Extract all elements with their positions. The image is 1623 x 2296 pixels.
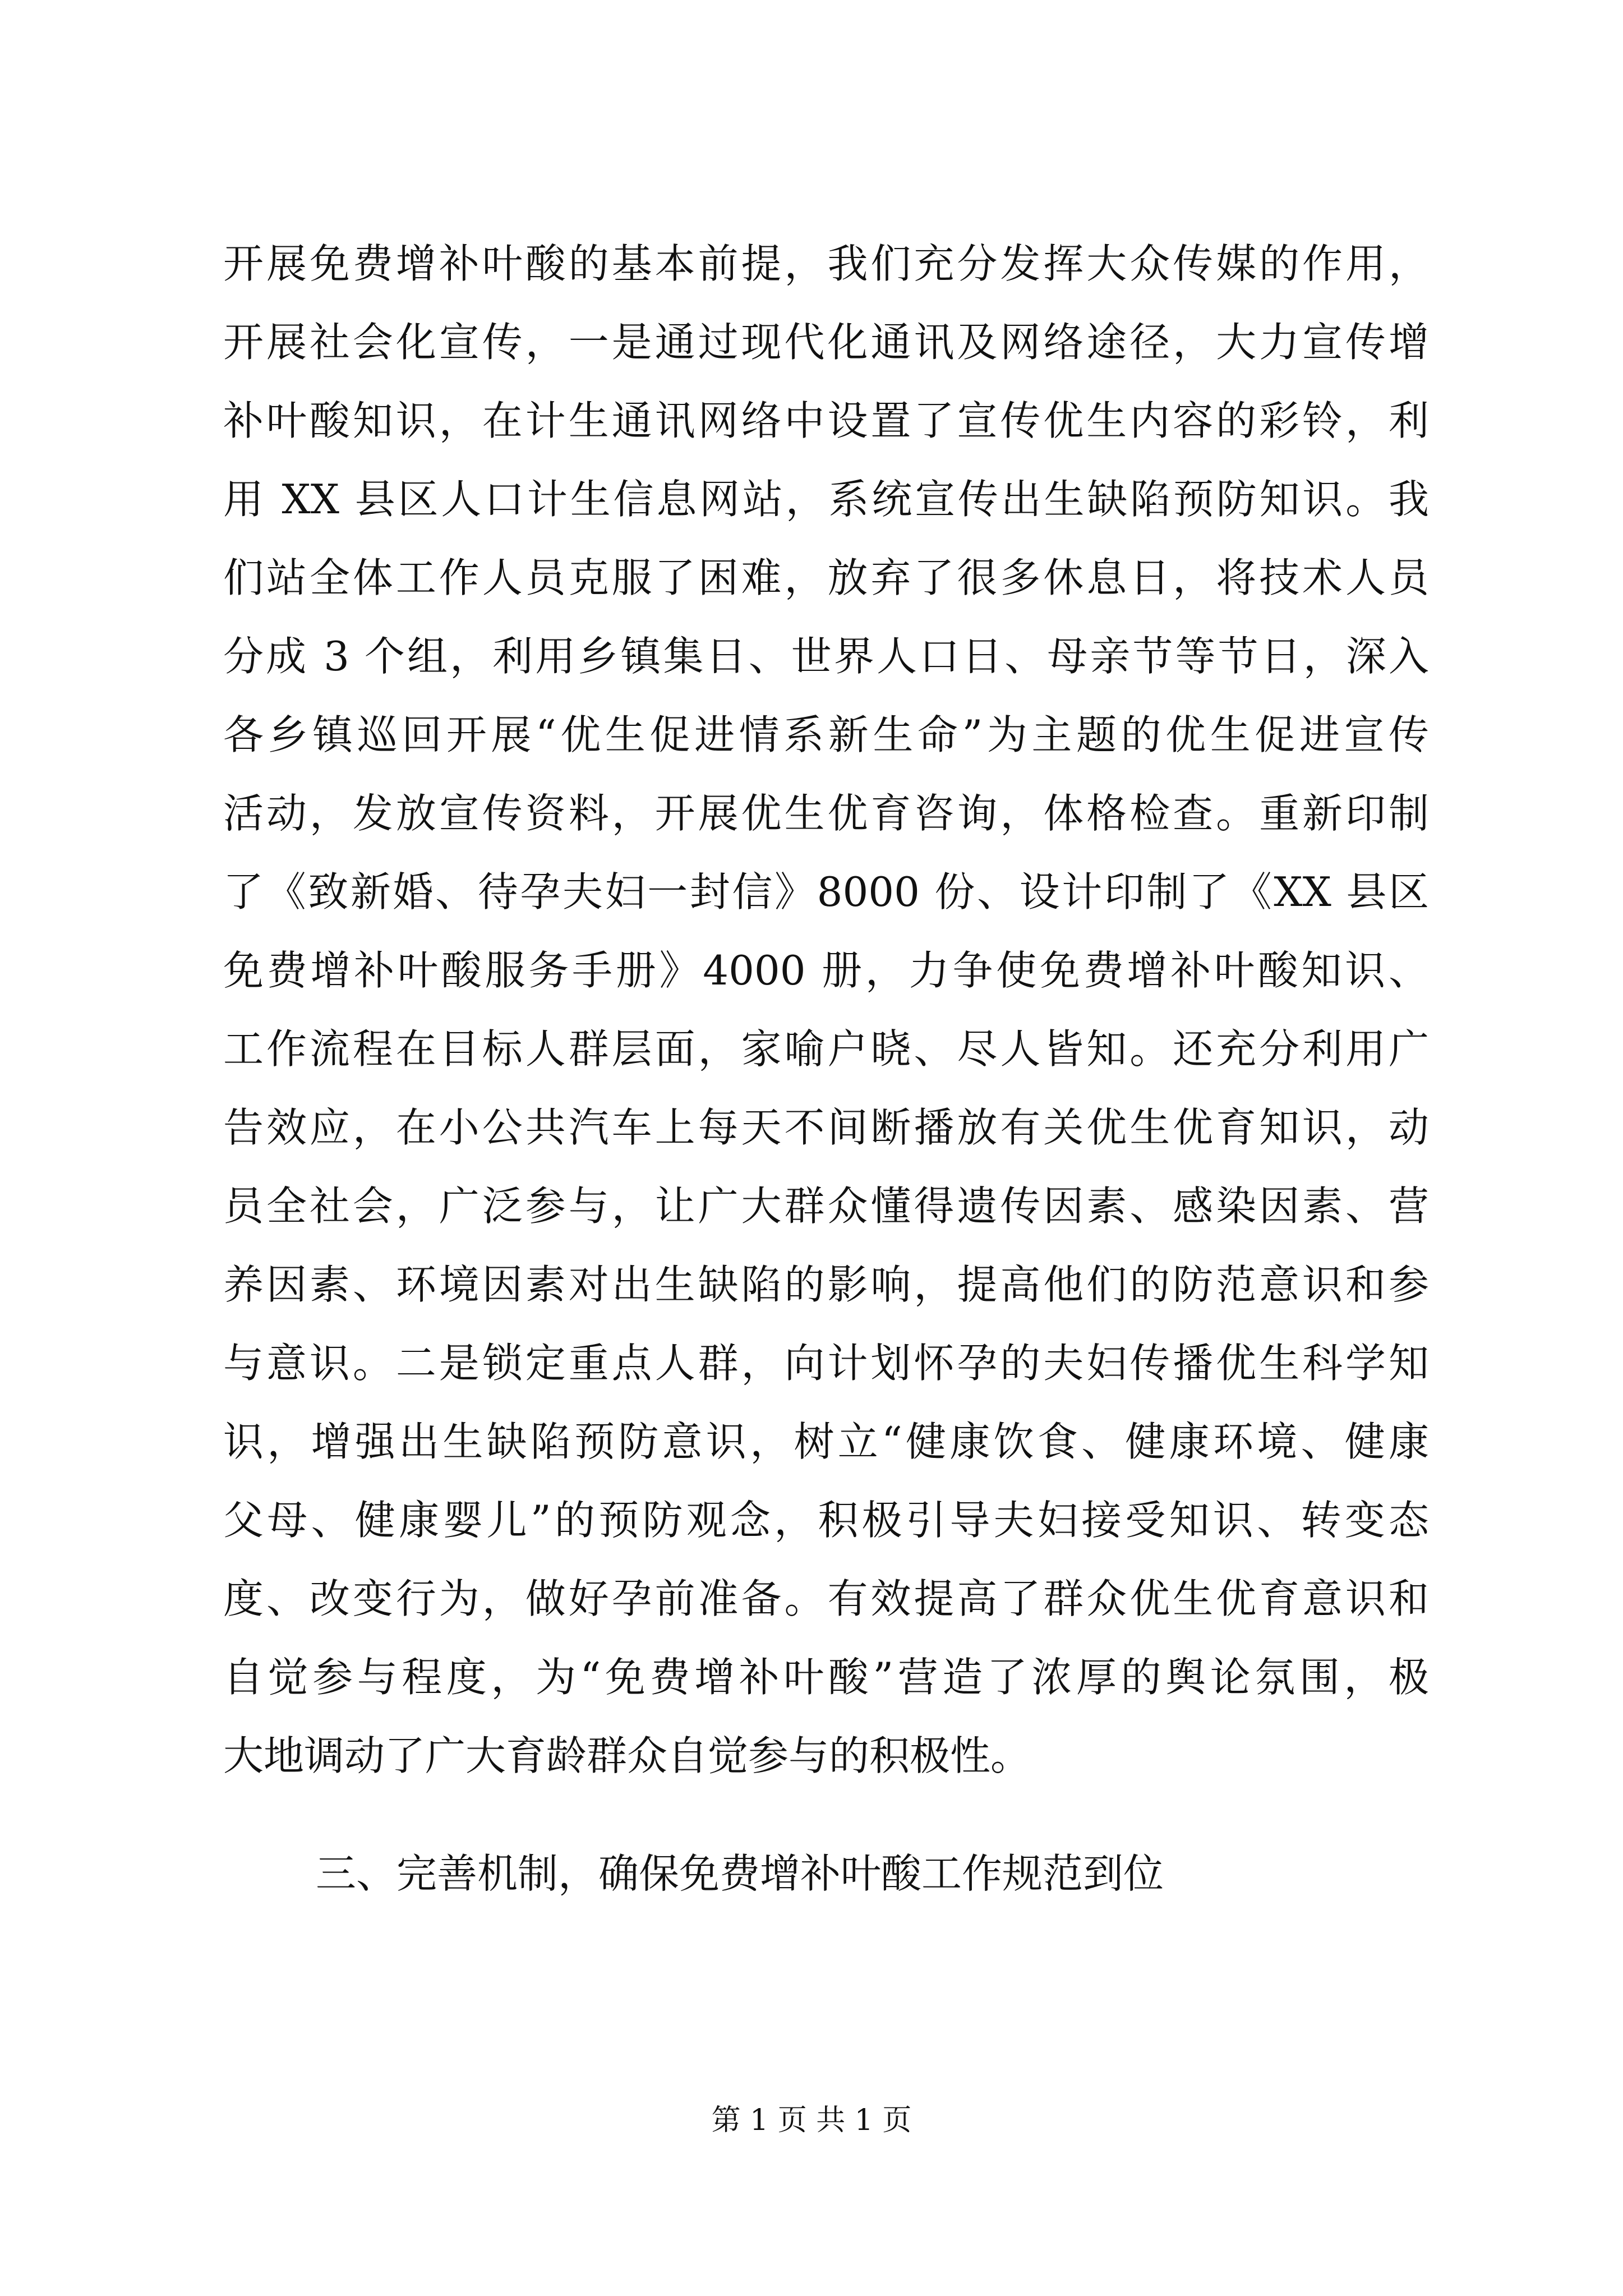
paragraph-line: 员全社会，广泛参与，让广大群众懂得遗传因素、感染因素、营 <box>223 1182 1429 1230</box>
body-text <box>223 224 1429 1913</box>
paragraph-line: 养因素、环境因素对出生缺陷的影响，提高他们的防范意识和参 <box>223 1261 1429 1308</box>
paragraph-line: 补叶酸知识，在计生通讯网络中设置了宣传优生内容的彩铃，利 <box>223 397 1429 444</box>
paragraph-line: 工作流程在目标人群层面，家喻户晓、尽人皆知。还充分利用广 <box>223 1025 1429 1073</box>
page-footer: 第 1 页 共 1 页 <box>711 2104 912 2137</box>
paragraph-line: 大地调动了广大育龄群众自觉参与的积极性。 <box>223 1732 1031 1779</box>
paragraph-line: 们站全体工作人员克服了困难，放弃了很多休息日，将技术人员 <box>223 554 1429 601</box>
paragraph-line: 与意识。二是锁定重点人群，向计划怀孕的夫妇传播优生科学知 <box>223 1340 1429 1387</box>
paragraph-line: 用 XX 县区人口计生信息网站，系统宣传出生缺陷预防知识。我 <box>223 476 1429 523</box>
paragraph-line: 各乡镇巡回开展“优生促进情系新生命”为主题的优生促进宣传 <box>223 711 1429 758</box>
paragraph-line: 了《致新婚、待孕夫妇一封信》8000 份、设计印制了《XX 县区 <box>223 868 1429 915</box>
paragraph-line: 度、改变行为，做好孕前准备。有效提高了群众优生优育意识和 <box>223 1575 1429 1622</box>
paragraph-line: 识，增强出生缺陷预防意识，树立“健康饮食、健康环境、健康 <box>223 1418 1429 1465</box>
paragraph-line: 自觉参与程度，为“免费增补叶酸”营造了浓厚的舆论氛围，极 <box>223 1654 1429 1701</box>
paragraph-line: 告效应，在小公共汽车上每天不间断播放有关优生优育知识，动 <box>223 1104 1429 1151</box>
paragraph-line: 活动，发放宣传资料，开展优生优育咨询，体格检查。重新印制 <box>223 790 1429 837</box>
paragraph-gap <box>223 1795 1429 1834</box>
section-heading: 三、完善机制，确保免费增补叶酸工作规范到位 <box>316 1850 1164 1897</box>
paragraph-line: 开展社会化宣传，一是通过现代化通讯及网络途径，大力宣传增 <box>223 319 1429 366</box>
paragraph-line: 免费增补叶酸服务手册》4000 册，力争使免费增补叶酸知识、 <box>223 947 1429 994</box>
paragraph-line: 分成 3 个组，利用乡镇集日、世界人口日、母亲节等节日，深入 <box>223 633 1429 680</box>
paragraph-line: 父母、健康婴儿”的预防观念，积极引导夫妇接受知识、转变态 <box>223 1497 1429 1544</box>
paragraph-line: 开展免费增补叶酸的基本前提，我们充分发挥大众传媒的作用， <box>223 240 1429 287</box>
